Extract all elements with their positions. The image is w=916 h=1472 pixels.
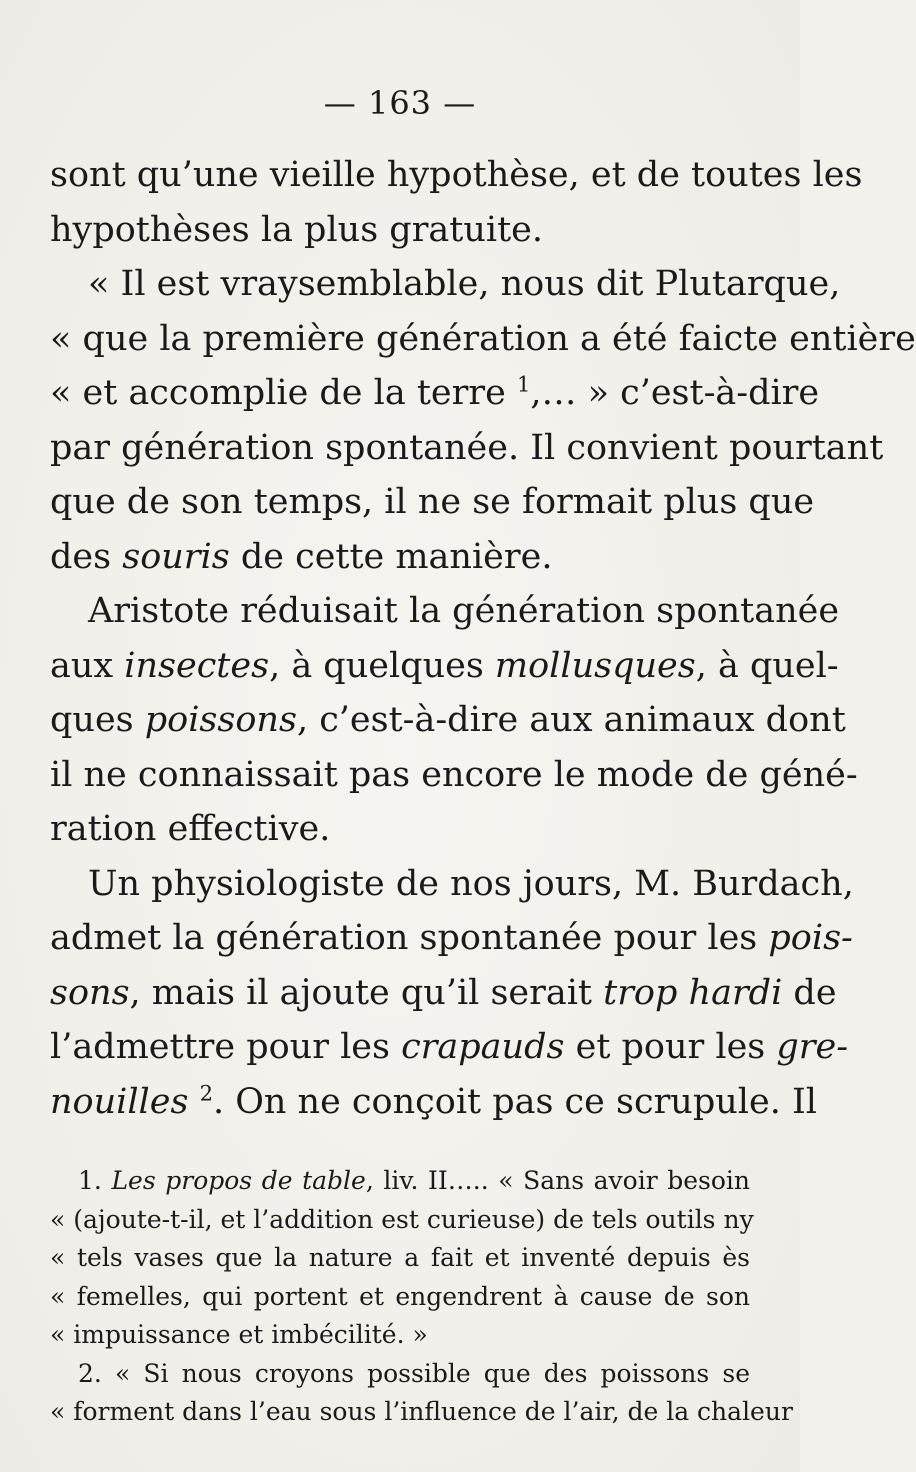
- text-segment: , à quel-: [695, 645, 839, 686]
- italic-term: pois-: [768, 918, 853, 958]
- footnotes: [50, 1162, 793, 1432]
- text-line: Un physiologiste de nos jours, M. Burdach,: [88, 863, 854, 904]
- text-line: [50, 366, 820, 421]
- italic-term: insectes: [124, 645, 270, 686]
- text-segment: de cette manière.: [240, 536, 553, 577]
- text-line: [50, 693, 846, 748]
- text-segment: aux: [50, 645, 114, 686]
- text-segment: l’admettre pour les: [50, 1027, 390, 1067]
- italic-term: mollusques: [494, 645, 696, 686]
- text-line: [50, 639, 839, 694]
- italic-term: souris: [122, 536, 230, 577]
- text-segment: des: [50, 536, 112, 577]
- footnote-line: « impuissance et imbécilité. »: [50, 1320, 428, 1349]
- italic-title: Les propos de table: [111, 1166, 366, 1195]
- text-segment: et pour les: [575, 1027, 766, 1067]
- text-line: hypothèses la plus gratuite.: [50, 209, 543, 250]
- footnote-line: 2. « Si nous croyons possible que des poissons se: [78, 1358, 750, 1388]
- text-segment: « et accomplie de la terre: [50, 373, 506, 413]
- italic-term: crapauds: [401, 1027, 565, 1067]
- footnote-line: « tels vases que la nature a fait et inventé depuis ès: [50, 1243, 750, 1272]
- italic-term: gre-: [776, 1027, 849, 1067]
- text-line: « que la première génération a été faicte entière: [50, 318, 916, 359]
- text-segment: . On ne conçoit pas ce scrupule. Il: [212, 1081, 817, 1122]
- footnote-line: « forment dans l’eau sous l’influence de l’air, de la chaleur: [50, 1397, 793, 1426]
- footnote-line: [50, 1162, 750, 1201]
- text-line: sont qu’une vieille hypothèse, et de toutes les: [50, 155, 863, 195]
- italic-term: poissons: [144, 700, 297, 740]
- main-text: [50, 148, 916, 1129]
- footnote-ref: 2: [199, 1080, 213, 1105]
- text-line: « Il est vraysemblable, nous dit Plutarque,: [88, 264, 841, 304]
- text-line: que de son temps, il ne se formait plus que: [50, 482, 815, 522]
- text-segment: , c’est-à-dire aux animaux dont: [296, 700, 846, 740]
- text-segment: , mais il ajoute qu’il serait: [129, 972, 592, 1013]
- footnote-number: 1.: [78, 1166, 102, 1195]
- text-line: [50, 1075, 817, 1130]
- text-segment: ,… » c’est-à-dire: [530, 373, 820, 413]
- text-line: il ne connaissait pas encore le mode de géné-: [50, 754, 858, 795]
- italic-term: trop hardi: [603, 972, 783, 1013]
- text-segment: , à quelques: [269, 645, 484, 686]
- italic-term: nouilles: [50, 1081, 189, 1122]
- italic-term: sons: [50, 972, 130, 1013]
- text-segment: , liv. II….. « Sans avoir besoin: [365, 1166, 750, 1195]
- text-segment: de: [793, 972, 837, 1013]
- text-segment: ques: [50, 700, 134, 740]
- text-line: [50, 966, 837, 1021]
- page-number: — 163 —: [323, 84, 477, 122]
- text-line: [50, 1020, 849, 1075]
- text-line: [50, 530, 750, 585]
- text-line: par génération spontanée. Il convient pourtant: [50, 427, 884, 468]
- footnote-line: « (ajoute-t-il, et l’addition est curieuse) de tels outils ny: [50, 1204, 754, 1234]
- text-segment: admet la génération spontanée pour les: [50, 918, 758, 958]
- text-line: Aristote réduisait la génération spontanée: [88, 591, 840, 631]
- text-line: [50, 911, 853, 966]
- footnote-ref: 1: [516, 372, 531, 397]
- footnote-line: « femelles, qui portent et engendrent à cause de son: [50, 1281, 750, 1311]
- text-line: ration effective.: [50, 809, 331, 849]
